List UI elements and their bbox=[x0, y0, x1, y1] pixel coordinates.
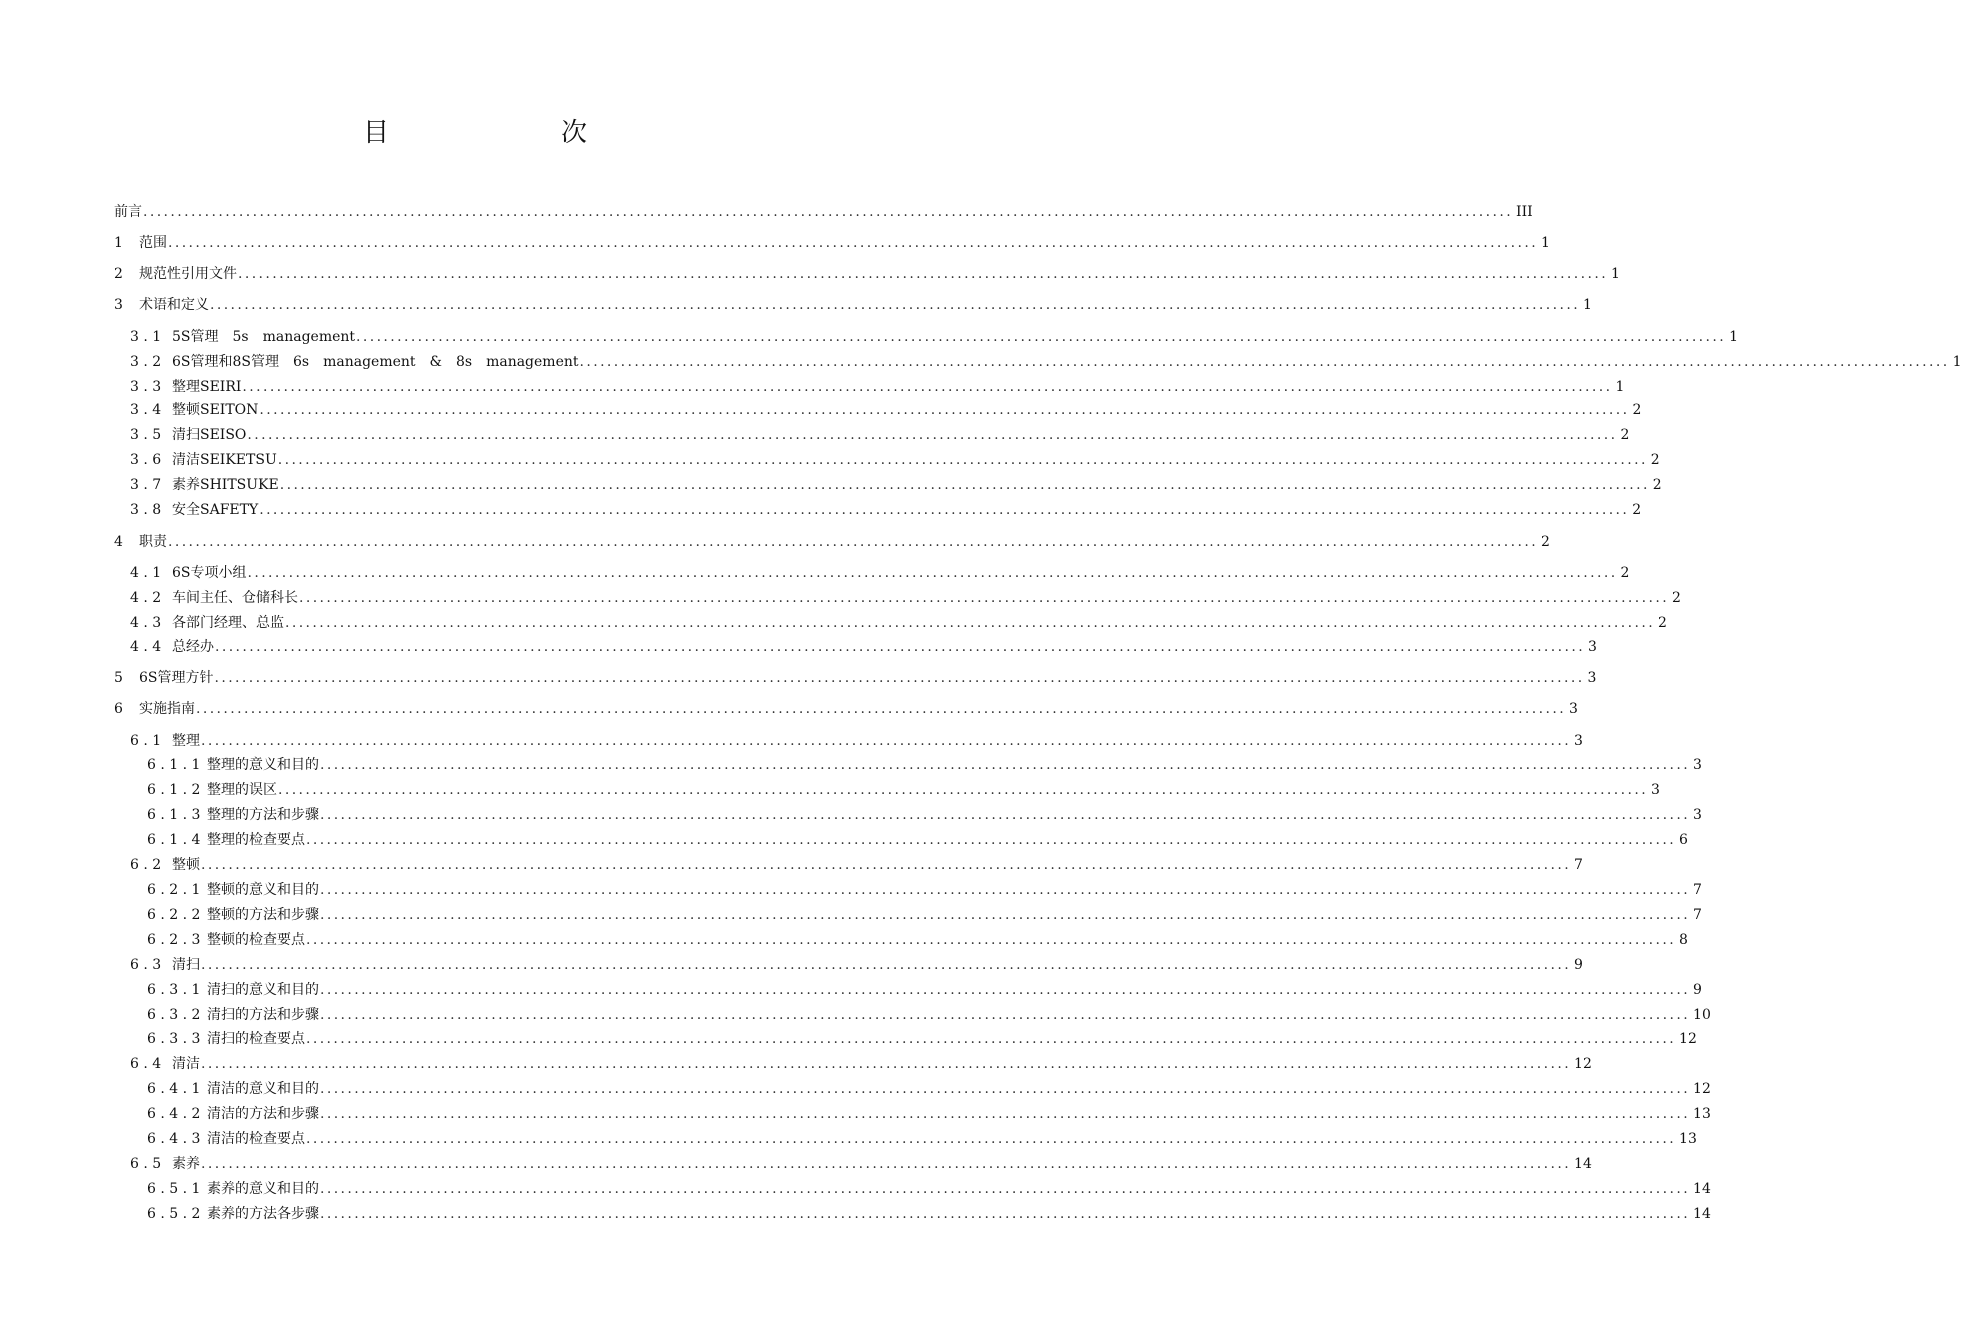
toc-entry-number: 4 . 1 bbox=[130, 565, 162, 581]
toc-entry[interactable] bbox=[130, 499, 1642, 521]
toc-entry-page: 3 bbox=[1587, 670, 1597, 686]
toc-entry-page: 13 bbox=[1693, 1106, 1711, 1122]
toc-leader-dots: ........................................................................................................................................................................................................ bbox=[215, 639, 1586, 655]
toc-entry[interactable] bbox=[147, 979, 1702, 1001]
toc-entry-label: 车间主任、仓储科长 bbox=[172, 590, 298, 606]
toc-entry[interactable] bbox=[147, 829, 1688, 851]
toc-entry-page: 1 bbox=[1583, 297, 1592, 313]
toc-entry[interactable] bbox=[114, 698, 1578, 720]
toc-entry[interactable] bbox=[130, 399, 1642, 421]
toc-entry[interactable] bbox=[147, 1004, 1711, 1026]
toc-leader-dots: ........................................................................................................................................................................................................ bbox=[306, 1031, 1677, 1047]
toc-entry-label: 整理 bbox=[172, 733, 200, 749]
toc-leader-dots: ........................................................................................................................................................................................................ bbox=[320, 882, 1691, 898]
toc-entry-label: 术语和定义 bbox=[139, 297, 209, 313]
toc-entry-page: 12 bbox=[1574, 1056, 1592, 1072]
toc-leader-dots: ........................................................................................................................................................................................................ bbox=[201, 957, 1572, 973]
toc-entry-page: 13 bbox=[1679, 1131, 1697, 1147]
page-title: 目 次 bbox=[362, 118, 627, 148]
toc-entry-label: 整理的误区 bbox=[207, 782, 277, 798]
toc-leader-dots: ........................................................................................................................................................................................................ bbox=[320, 1007, 1691, 1023]
toc-leader-dots: ........................................................................................................................................................................................................ bbox=[259, 402, 1630, 418]
toc-entry-page: 1 bbox=[1952, 354, 1961, 370]
toc-entry[interactable] bbox=[114, 263, 1620, 285]
toc-entry-label: 素养 bbox=[172, 1156, 200, 1172]
toc-entry-number: 6 . 2 . 1 bbox=[147, 882, 201, 898]
toc-entry-label: 清扫 bbox=[172, 957, 200, 973]
toc-entry-page: 10 bbox=[1693, 1007, 1711, 1023]
toc-entry[interactable] bbox=[147, 1103, 1711, 1125]
toc-entry[interactable] bbox=[147, 1203, 1711, 1225]
toc-entry-number: 6 . 5 . 2 bbox=[147, 1206, 201, 1222]
toc-entry-label: 清洁的检查要点 bbox=[207, 1131, 305, 1147]
toc-leader-dots: ........................................................................................................................................................................................................ bbox=[320, 1181, 1691, 1197]
toc-entry-number: 6 . 1 . 3 bbox=[147, 807, 201, 823]
toc-entry-number: 3 . 6 bbox=[130, 452, 162, 468]
toc-entry-page: 3 bbox=[1569, 701, 1578, 717]
toc-entry[interactable] bbox=[130, 449, 1660, 471]
toc-entry[interactable] bbox=[130, 1153, 1592, 1175]
toc-leader-dots: ........................................................................................................................................................................................................ bbox=[320, 982, 1691, 998]
toc-entry-label: 总经办 bbox=[172, 639, 214, 655]
toc-entry-page: 7 bbox=[1693, 882, 1702, 898]
toc-entry[interactable] bbox=[130, 1053, 1592, 1075]
toc-entry-number: 6 . 4 . 3 bbox=[147, 1131, 201, 1147]
toc-entry-page: 2 bbox=[1658, 615, 1667, 631]
toc-entry[interactable] bbox=[130, 474, 1662, 496]
toc-leader-dots: ........................................................................................................................................................................................................ bbox=[320, 1081, 1691, 1097]
toc-entry[interactable] bbox=[147, 1128, 1697, 1150]
toc-entry[interactable] bbox=[147, 1078, 1711, 1100]
toc-entry-page: 14 bbox=[1693, 1206, 1711, 1222]
toc-entry-number: 5 bbox=[114, 670, 123, 686]
toc-entry[interactable] bbox=[147, 804, 1702, 826]
toc-entry-label: 清洁 bbox=[172, 1056, 200, 1072]
toc-entry-label: 素养SHITSUKE bbox=[172, 477, 279, 493]
toc-entry-label: 整顿SEITON bbox=[172, 402, 259, 418]
toc-entry[interactable] bbox=[130, 351, 1961, 373]
toc-leader-dots: ........................................................................................................................................................................................................ bbox=[320, 1206, 1691, 1222]
toc-entry-page: 2 bbox=[1652, 477, 1662, 493]
toc-entry-number: 6 . 1 bbox=[130, 733, 162, 749]
toc-entry-label: 整理SEIRI bbox=[172, 379, 242, 395]
toc-entry[interactable] bbox=[114, 232, 1550, 254]
toc-entry-label: 清扫的检查要点 bbox=[207, 1031, 305, 1047]
toc-leader-dots: ........................................................................................................................................................................................................ bbox=[306, 1131, 1677, 1147]
toc-entry-number: 6 . 5 . 1 bbox=[147, 1181, 201, 1197]
toc-entry-label: 6S管理和8S管理 6s management & 8s management bbox=[172, 354, 579, 370]
toc-entry-number: 6 . 2 bbox=[130, 857, 162, 873]
toc-entry-number: 6 bbox=[114, 701, 123, 717]
toc-entry-label: 清扫的意义和目的 bbox=[207, 982, 319, 998]
toc-entry-number: 3 . 1 bbox=[130, 329, 162, 345]
toc-leader-dots: ........................................................................................................................................................................................................ bbox=[201, 1056, 1572, 1072]
toc-entry-number: 6 . 3 . 3 bbox=[147, 1031, 201, 1047]
toc-entry-page: 7 bbox=[1574, 857, 1583, 873]
toc-entry[interactable] bbox=[147, 754, 1702, 776]
toc-entry-page: 2 bbox=[1541, 534, 1550, 550]
toc-entry-number: 6 . 4 . 2 bbox=[147, 1106, 201, 1122]
toc-leader-dots: ........................................................................................................................................................................................................ bbox=[247, 565, 1618, 581]
toc-entry-label: 6S专项小组 bbox=[172, 565, 247, 581]
toc-entry-label: 整顿的意义和目的 bbox=[207, 882, 319, 898]
toc-entry-number: 2 bbox=[114, 266, 123, 282]
toc-entry[interactable] bbox=[130, 376, 1625, 398]
toc-leader-dots: ........................................................................................................................................................................................................ bbox=[320, 907, 1691, 923]
toc-entry-label: 安全SAFETY bbox=[172, 502, 259, 518]
toc-entry[interactable] bbox=[130, 326, 1738, 348]
toc-entry-number: 1 bbox=[114, 235, 123, 251]
toc-entry-number: 4 bbox=[114, 534, 123, 550]
toc-entry-page: 1 bbox=[1611, 266, 1620, 282]
toc-entry-number: 6 . 3 . 2 bbox=[147, 1007, 201, 1023]
toc-leader-dots: ........................................................................................................................................................................................................ bbox=[214, 670, 1585, 686]
toc-entry-label: 清扫的方法和步骤 bbox=[207, 1007, 319, 1023]
toc-entry-number: 6 . 2 . 3 bbox=[147, 932, 201, 948]
toc-entry[interactable] bbox=[130, 612, 1667, 634]
toc-entry[interactable] bbox=[130, 587, 1681, 609]
toc-entry-label: 清洁的意义和目的 bbox=[207, 1081, 319, 1097]
toc-leader-dots: ........................................................................................................................................................................................................ bbox=[201, 733, 1572, 749]
toc-entry[interactable] bbox=[114, 201, 1533, 223]
toc-entry-page: 14 bbox=[1574, 1156, 1592, 1172]
toc-entry-label: 整理的方法和步骤 bbox=[207, 807, 319, 823]
toc-entry-page: 1 bbox=[1729, 329, 1738, 345]
toc-entry-label: 各部门经理、总监 bbox=[172, 615, 284, 631]
toc-entry-page: 1 bbox=[1541, 235, 1550, 251]
toc-entry-page: 7 bbox=[1693, 907, 1702, 923]
toc-entry-number: 6 . 4 . 1 bbox=[147, 1081, 201, 1097]
toc-leader-dots: ........................................................................................................................................................................................................ bbox=[320, 807, 1691, 823]
toc-entry[interactable] bbox=[114, 531, 1550, 553]
toc-entry-number: 3 bbox=[114, 297, 123, 313]
toc-entry-page: 3 bbox=[1651, 782, 1660, 798]
toc-leader-dots: ........................................................................................................................................................................................................ bbox=[306, 832, 1677, 848]
toc-leader-dots: ........................................................................................................................................................................................................ bbox=[279, 477, 1650, 493]
toc-entry-number: 3 . 2 bbox=[130, 354, 162, 370]
toc-entry-number: 6 . 2 . 2 bbox=[147, 907, 201, 923]
toc-entry-number: 6 . 3 . 1 bbox=[147, 982, 201, 998]
toc-entry-page: 2 bbox=[1632, 402, 1642, 418]
toc-entry-page: III bbox=[1516, 204, 1533, 220]
toc-entry[interactable] bbox=[147, 929, 1688, 951]
toc-leader-dots: ........................................................................................................................................................................................................ bbox=[247, 427, 1618, 443]
toc-leader-dots: ........................................................................................................................................................................................................ bbox=[579, 354, 1950, 370]
toc-entry-number: 6 . 1 . 4 bbox=[147, 832, 201, 848]
toc-entry-label: 清扫SEISO bbox=[172, 427, 247, 443]
toc-leader-dots: ........................................................................................................................................................................................................ bbox=[201, 857, 1572, 873]
toc-entry-page: 3 bbox=[1693, 807, 1702, 823]
toc-entry-label: 6S管理方针 bbox=[139, 670, 214, 686]
toc-entry[interactable] bbox=[130, 730, 1583, 752]
toc-entry-label: 整顿的检查要点 bbox=[207, 932, 305, 948]
toc-entry-label: 清洁的方法和步骤 bbox=[207, 1106, 319, 1122]
toc-entry-label: 整顿的方法和步骤 bbox=[207, 907, 319, 923]
toc-entry-number: 3 . 8 bbox=[130, 502, 162, 518]
toc-entry-page: 12 bbox=[1679, 1031, 1697, 1047]
toc-leader-dots: ........................................................................................................................................................................................................ bbox=[320, 757, 1691, 773]
toc-entry-page: 3 bbox=[1588, 639, 1597, 655]
toc-entry-label: 整顿 bbox=[172, 857, 200, 873]
toc-entry[interactable] bbox=[147, 1028, 1697, 1050]
toc-leader-dots: ........................................................................................................................................................................................................ bbox=[238, 266, 1609, 282]
toc-entry-label: 整理的意义和目的 bbox=[207, 757, 319, 773]
toc-entry-page: 8 bbox=[1679, 932, 1688, 948]
toc-leader-dots: ........................................................................................................................................................................................................ bbox=[168, 534, 1539, 550]
toc-entry-label: 范围 bbox=[139, 235, 167, 251]
toc-entry-page: 14 bbox=[1693, 1181, 1711, 1197]
toc-leader-dots: ........................................................................................................................................................................................................ bbox=[299, 590, 1670, 606]
toc-entry-number: 4 . 4 bbox=[130, 639, 162, 655]
toc-entry-page: 2 bbox=[1650, 452, 1660, 468]
toc-entry-page: 9 bbox=[1693, 982, 1702, 998]
toc-entry-label: 职责 bbox=[139, 534, 167, 550]
toc-entry-number: 6 . 3 bbox=[130, 957, 162, 973]
toc-leader-dots: ........................................................................................................................................................................................................ bbox=[259, 502, 1630, 518]
toc-leader-dots: ........................................................................................................................................................................................................ bbox=[306, 932, 1677, 948]
toc-leader-dots: ........................................................................................................................................................................................................ bbox=[143, 204, 1514, 220]
toc-entry-label: 前言 bbox=[114, 204, 142, 220]
toc-entry-page: 3 bbox=[1693, 757, 1702, 773]
toc-entry[interactable] bbox=[147, 879, 1702, 901]
toc-leader-dots: ........................................................................................................................................................................................................ bbox=[168, 235, 1539, 251]
toc-entry[interactable] bbox=[147, 1178, 1711, 1200]
toc-entry-label: 规范性引用文件 bbox=[139, 266, 237, 282]
toc-leader-dots: ........................................................................................................................................................................................................ bbox=[285, 615, 1656, 631]
toc-leader-dots: ........................................................................................................................................................................................................ bbox=[210, 297, 1581, 313]
toc-entry-page: 2 bbox=[1620, 565, 1630, 581]
toc-entry-number: 3 . 3 bbox=[130, 379, 162, 395]
toc-leader-dots: ........................................................................................................................................................................................................ bbox=[320, 1106, 1691, 1122]
toc-entry-label: 素养的方法各步骤 bbox=[207, 1206, 319, 1222]
toc-entry-number: 4 . 3 bbox=[130, 615, 162, 631]
toc-entry[interactable] bbox=[130, 854, 1583, 876]
toc-entry[interactable] bbox=[130, 954, 1583, 976]
toc-entry-page: 9 bbox=[1574, 957, 1583, 973]
toc-entry[interactable] bbox=[114, 667, 1597, 689]
toc-entry-label: 5S管理 5s management bbox=[172, 329, 356, 345]
toc-entry-page: 3 bbox=[1574, 733, 1583, 749]
toc-entry[interactable] bbox=[130, 424, 1630, 446]
toc-entry-page: 2 bbox=[1620, 427, 1630, 443]
toc-entry[interactable] bbox=[114, 294, 1592, 316]
toc-leader-dots: ........................................................................................................................................................................................................ bbox=[278, 782, 1649, 798]
toc-entry-number: 3 . 7 bbox=[130, 477, 162, 493]
toc-entry-page: 12 bbox=[1693, 1081, 1711, 1097]
toc-entry[interactable] bbox=[130, 562, 1630, 584]
toc-entry-number: 6 . 1 . 1 bbox=[147, 757, 201, 773]
toc-entry-number: 4 . 2 bbox=[130, 590, 162, 606]
toc-entry-label: 清洁SEIKETSU bbox=[172, 452, 277, 468]
toc-entry-page: 6 bbox=[1679, 832, 1688, 848]
toc-entry[interactable] bbox=[147, 779, 1660, 801]
toc-leader-dots: ........................................................................................................................................................................................................ bbox=[277, 452, 1648, 468]
toc-entry-number: 3 . 5 bbox=[130, 427, 162, 443]
toc-entry-number: 6 . 4 bbox=[130, 1056, 162, 1072]
toc-leader-dots: ........................................................................................................................................................................................................ bbox=[242, 379, 1613, 395]
toc-leader-dots: ........................................................................................................................................................................................................ bbox=[196, 701, 1567, 717]
toc-entry[interactable] bbox=[147, 904, 1702, 926]
toc-entry-page: 1 bbox=[1615, 379, 1625, 395]
toc-entry-page: 2 bbox=[1632, 502, 1642, 518]
toc-entry-number: 6 . 5 bbox=[130, 1156, 162, 1172]
toc-entry[interactable] bbox=[130, 636, 1597, 658]
toc-entry-label: 素养的意义和目的 bbox=[207, 1181, 319, 1197]
toc-entry-page: 2 bbox=[1672, 590, 1681, 606]
toc-entry-label: 整理的检查要点 bbox=[207, 832, 305, 848]
toc-entry-number: 6 . 1 . 2 bbox=[147, 782, 201, 798]
toc-entry-number: 3 . 4 bbox=[130, 402, 162, 418]
toc-leader-dots: ........................................................................................................................................................................................................ bbox=[201, 1156, 1572, 1172]
toc-leader-dots: ........................................................................................................................................................................................................ bbox=[356, 329, 1727, 345]
toc-entry-label: 实施指南 bbox=[139, 701, 195, 717]
